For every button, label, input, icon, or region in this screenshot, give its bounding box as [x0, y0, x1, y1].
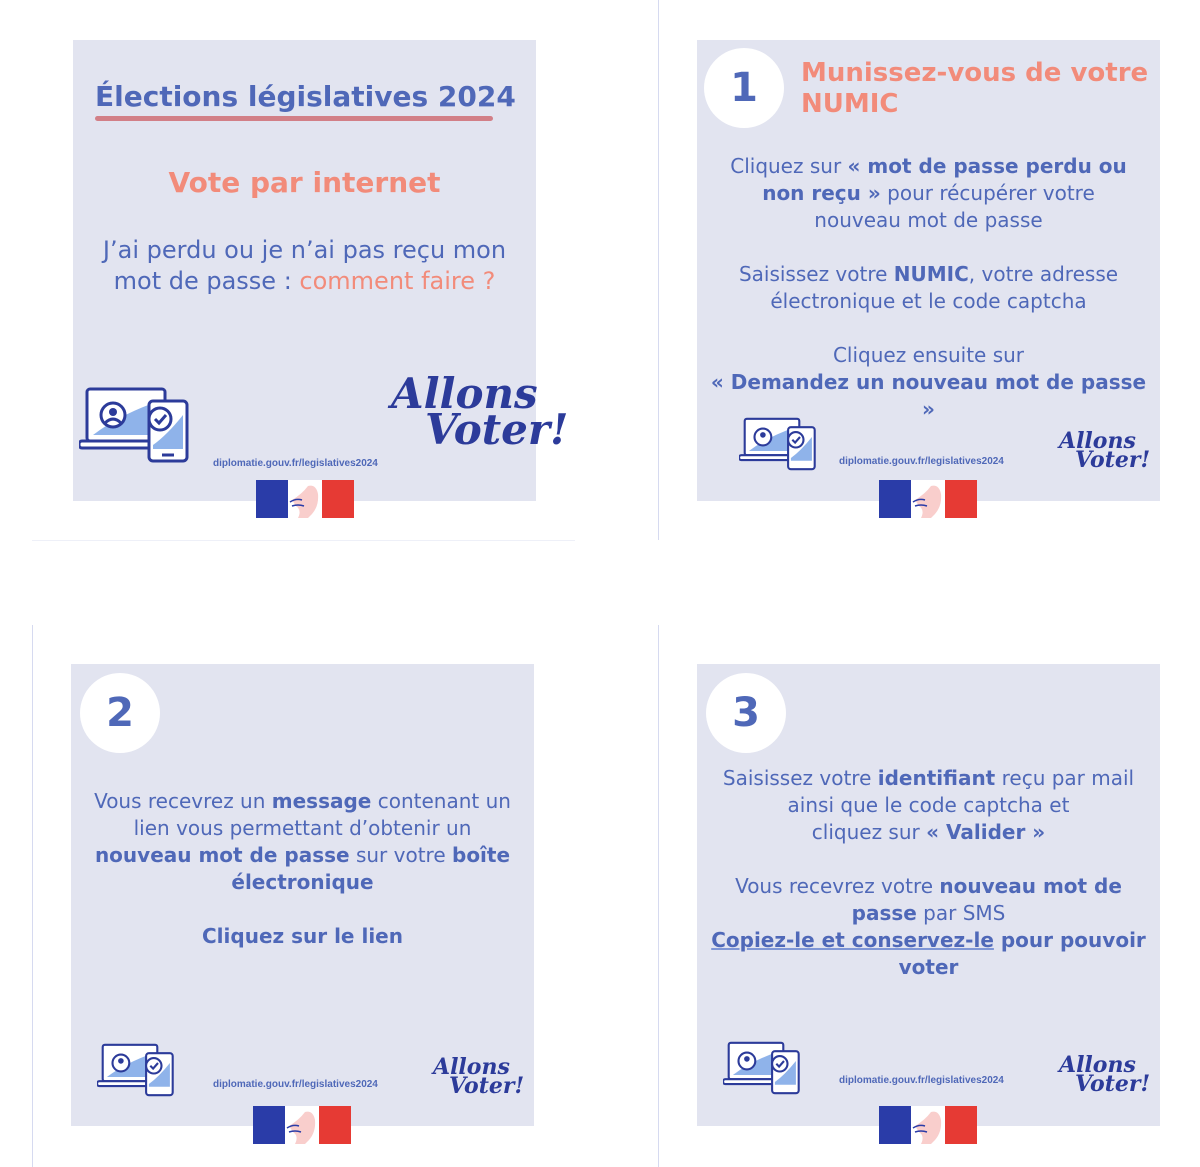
- card-subtitle: Vote par internet: [168, 166, 441, 199]
- website-url: diplomatie.gouv.fr/legislatives2024: [839, 456, 1004, 467]
- question-text-start: mot de passe :: [113, 267, 300, 295]
- device-icon: [97, 1042, 177, 1098]
- website-url: diplomatie.gouv.fr/legislatives2024: [213, 1079, 378, 1090]
- question-highlight: comment faire ?: [299, 267, 496, 295]
- card-step-3: [697, 664, 1160, 1126]
- step-number-badge: 3: [706, 673, 786, 753]
- device-icon: [723, 1040, 803, 1096]
- card-intro: [73, 40, 569, 501]
- allons-voter-logo: Allons Voter!: [1059, 1052, 1151, 1097]
- republique-francaise-logo: [256, 480, 354, 518]
- step-number-badge: 2: [80, 673, 160, 753]
- allons-voter-logo: Allons Voter!: [391, 369, 569, 454]
- allons-voter-logo: Allons Voter!: [433, 1054, 525, 1099]
- website-url: diplomatie.gouv.fr/legislatives2024: [213, 458, 378, 469]
- allons-voter-logo: Allons Voter!: [1059, 428, 1151, 473]
- highlighted-instruction: Copiez-le et conservez-le: [711, 928, 994, 952]
- device-icon: [739, 416, 819, 472]
- republique-francaise-logo: [879, 480, 977, 518]
- title-underline: [95, 116, 493, 121]
- vertical-divider: [658, 625, 659, 1167]
- vertical-divider: [658, 0, 659, 540]
- step-title: [801, 58, 1148, 120]
- device-icon: [79, 385, 193, 465]
- step-title-line: Munissez-vous de votre: [801, 58, 1149, 88]
- republique-francaise-logo: [253, 1106, 351, 1144]
- question-line: J’ai perdu ou je n’ai pas reçu mon: [102, 236, 507, 264]
- horizontal-divider: [32, 540, 575, 541]
- step-title-line: NUMIC: [801, 89, 899, 119]
- instruction-paragraph: Cliquez sur « mot de passe perdu ou non reçu » pour récupérer votre nouveau mot de passe: [730, 154, 1127, 232]
- instruction-paragraph: Cliquez sur le lien: [202, 924, 403, 948]
- step-number-badge: 1: [704, 48, 784, 128]
- instruction-paragraph: Vous recevrez un message contenant un lien vous permettant d’obtenir un nouveau mot de passe sur votre boîte électronique: [94, 789, 511, 894]
- card-step-2: [71, 664, 534, 1126]
- card-title: Élections législatives 2024: [95, 80, 516, 113]
- republique-francaise-logo: [879, 1106, 977, 1144]
- website-url: diplomatie.gouv.fr/legislatives2024: [839, 1075, 1004, 1086]
- card-step-1: [697, 40, 1160, 501]
- instruction-paragraph: Cliquez ensuite sur « Demandez un nouveau mot de passe »: [710, 343, 1147, 421]
- question-text: [73, 235, 536, 297]
- instruction-paragraph: Saisissez votre identifiant reçu par mail ainsi que le code captcha et cliquez sur « Valider »: [722, 766, 1135, 844]
- vertical-divider: [32, 625, 33, 1167]
- instruction-paragraph: Vous recevrez votre nouveau mot de passe par SMS Copiez-le et conservez-le pour pouvoir voter: [711, 874, 1146, 979]
- instruction-paragraph: Saisissez votre NUMIC, votre adresse électronique et le code captcha: [738, 262, 1119, 313]
- question-line: [73, 266, 536, 297]
